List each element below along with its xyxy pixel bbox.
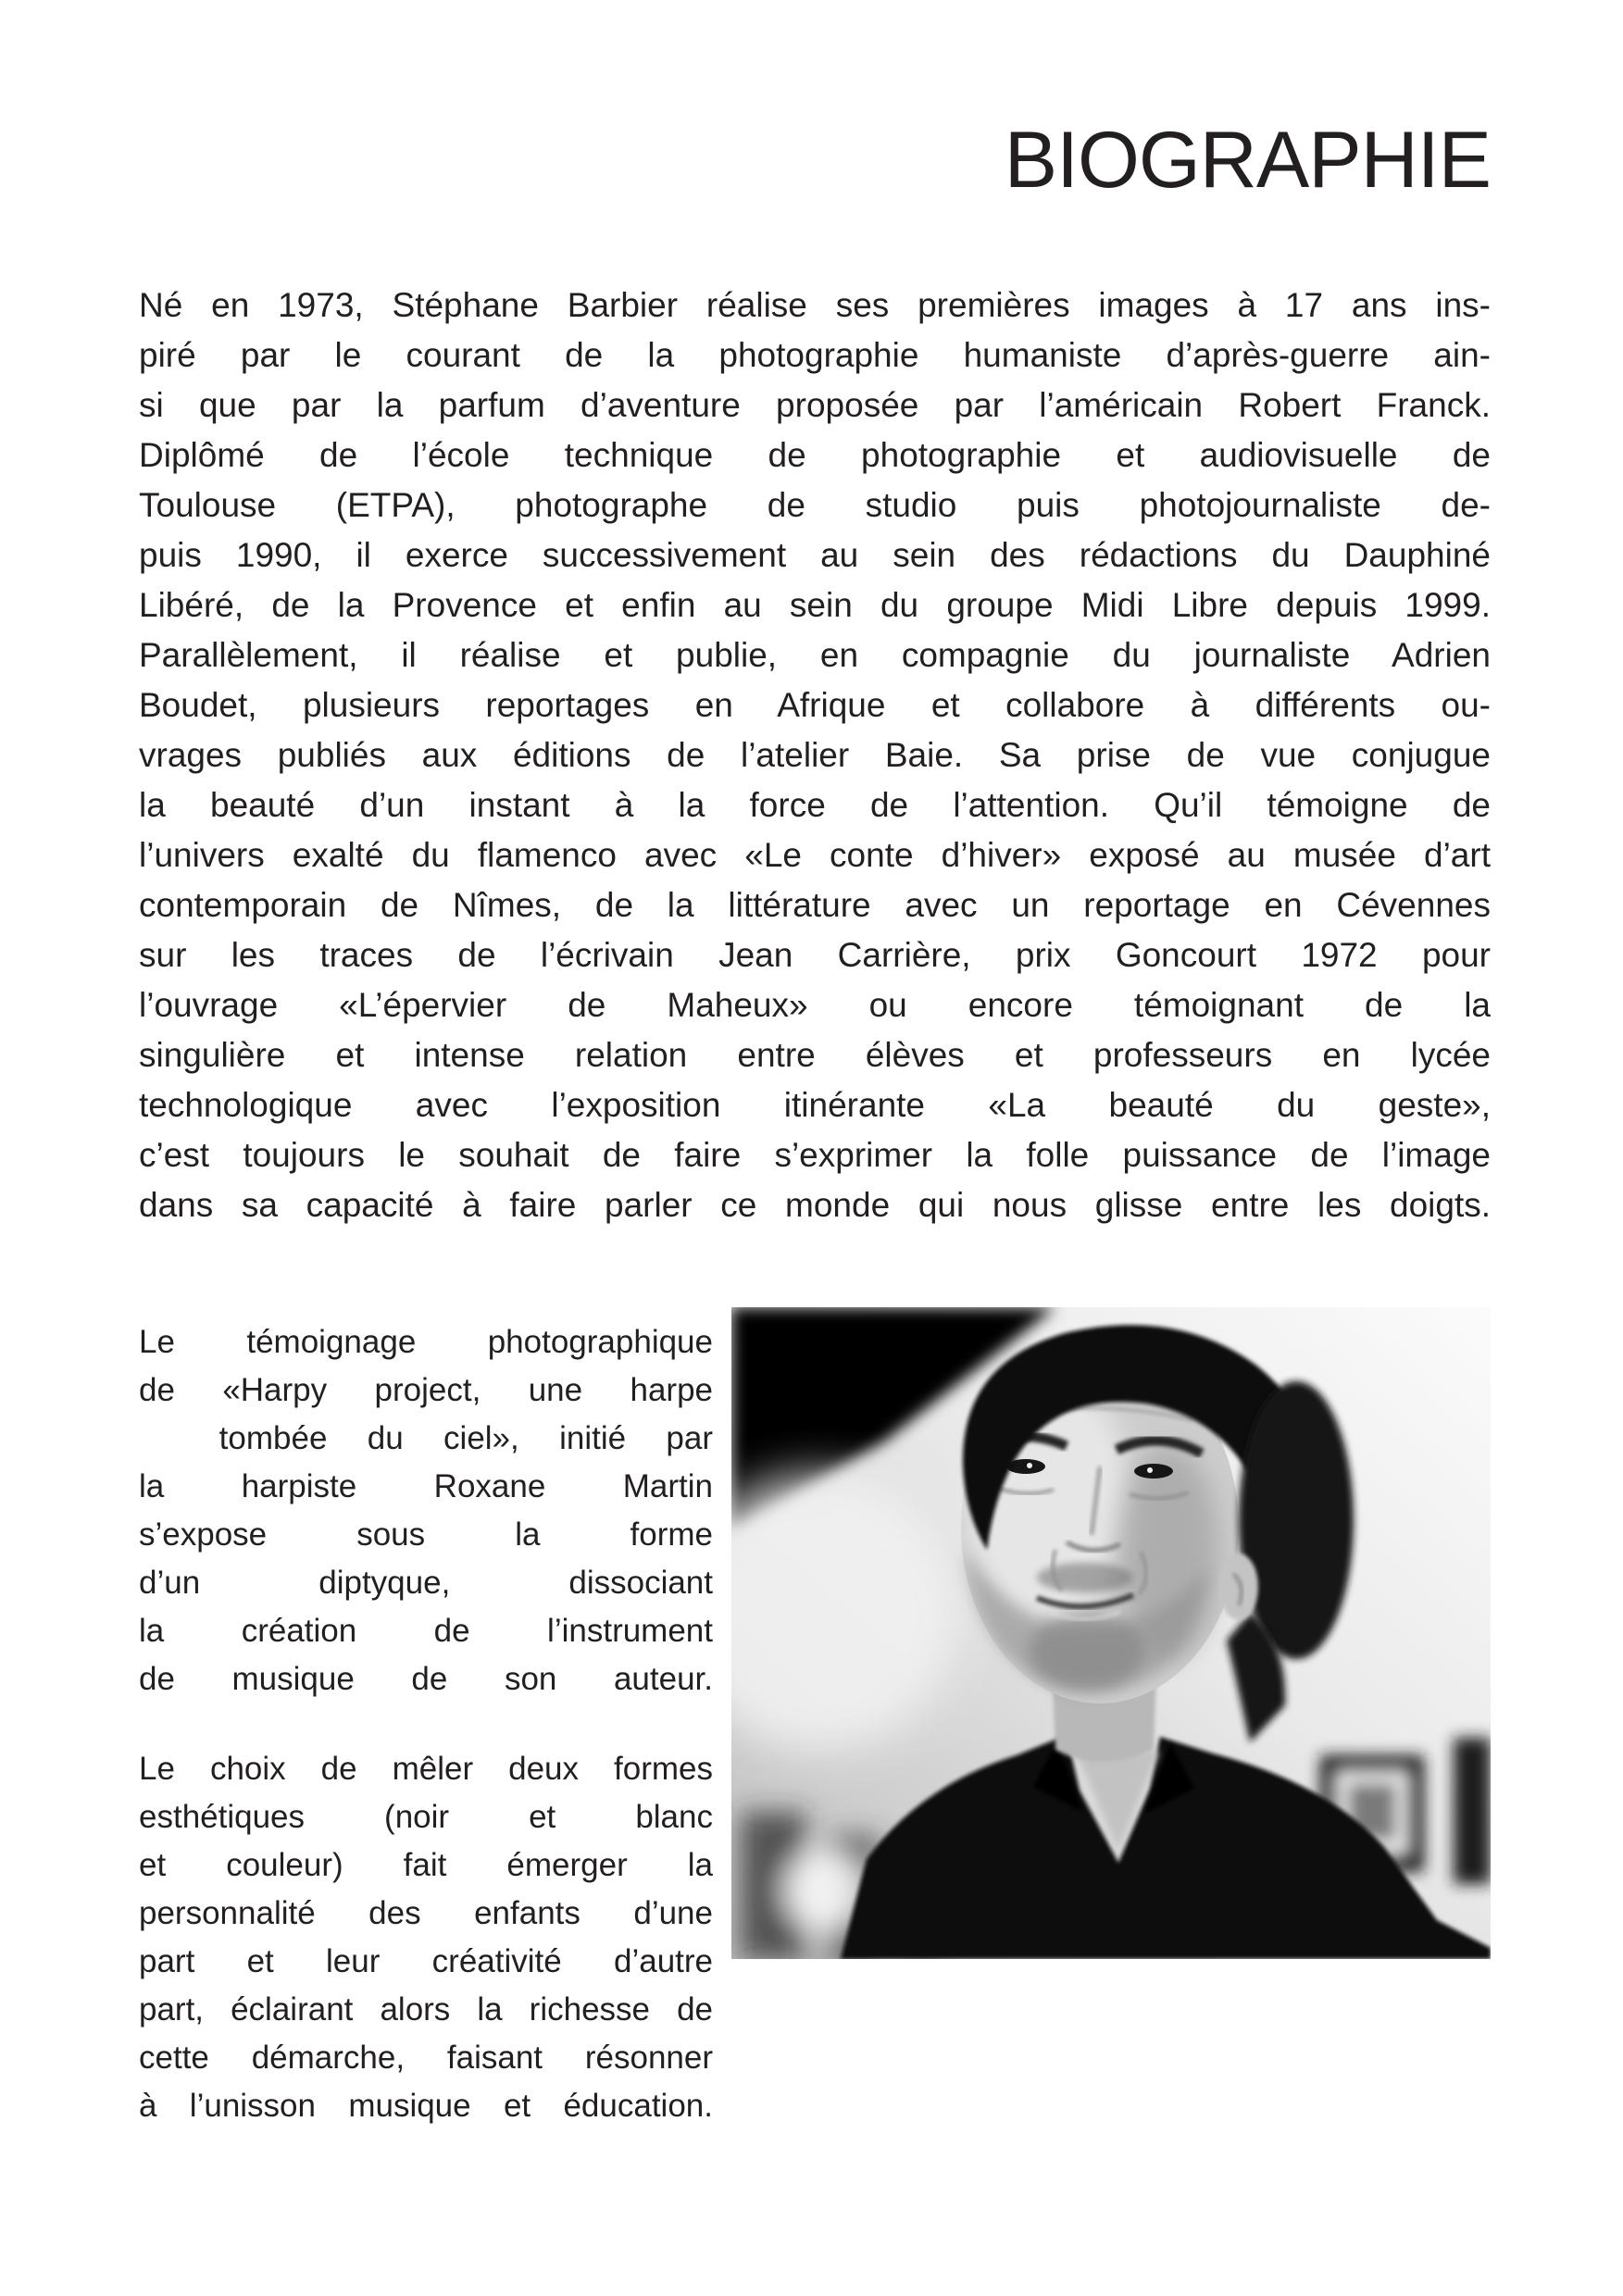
text-line: tombée du ciel», initié par — [139, 1420, 713, 1456]
text-line: dans sa capacité à faire parler ce monde qui nous glisse entre les doigts. — [139, 1186, 1491, 1224]
paragraph-harpy-project — [139, 1318, 713, 1703]
text-line: Toulouse (ETPA), photographe de studio puis photojournaliste de- — [139, 486, 1491, 524]
text-line: technologique avec l’exposition itinérante «La beauté du geste», — [139, 1086, 1491, 1124]
text-line: Libéré, de la Provence et enfin au sein du groupe Midi Libre depuis 1999. — [139, 586, 1491, 624]
text-line: Le choix de mêler deux formes — [139, 1751, 713, 1787]
text-line: de musique de son auteur. — [139, 1661, 713, 1697]
text-line: Boudet, plusieurs reportages en Afrique et collabore à différents ou- — [139, 686, 1491, 724]
text-line: d’un diptyque, dissociant — [139, 1565, 713, 1601]
man-ear — [1219, 1554, 1258, 1620]
text-line: la création de l’instrument — [139, 1613, 713, 1649]
text-line: la beauté d’un instant à la force de l’attention. Qu’il témoigne de — [139, 786, 1491, 824]
text-line: de «Harpy project, une harpe — [139, 1372, 713, 1408]
text-line: Né en 1973, Stéphane Barbier réalise ses premières images à 17 ans ins- — [139, 286, 1491, 324]
text-line: s’expose sous la forme — [139, 1516, 713, 1553]
text-line: part, éclairant alors la richesse de — [139, 1991, 713, 2028]
text-line: puis 1990, il exerce successivement au sein des rédactions du Dauphiné — [139, 536, 1491, 574]
text-line: personnalité des enfants d’une — [139, 1895, 713, 1931]
text-line: l’univers exalté du flamenco avec «Le conte d’hiver» exposé au musée d’art — [139, 836, 1491, 874]
page-title: BIOGRAPHIE — [1004, 116, 1491, 205]
paragraph-two-forms — [139, 1745, 713, 2130]
text-line: piré par le courant de la photographie humaniste d’après-guerre ain- — [139, 336, 1491, 374]
text-line: cette démarche, faisant résonner — [139, 2040, 713, 2076]
portrait-photo — [731, 1307, 1491, 1959]
text-line: Parallèlement, il réalise et publie, en compagnie du journaliste Adrien — [139, 636, 1491, 674]
text-line: Diplômé de l’école technique de photographie et audiovisuelle de — [139, 436, 1491, 474]
text-line: part et leur créativité d’autre — [139, 1943, 713, 1979]
portrait-photo-illustration — [731, 1307, 1491, 1959]
text-line: esthétiques (noir et blanc — [139, 1799, 713, 1835]
text-line: Le témoignage photographique — [139, 1324, 713, 1360]
text-line: l’ouvrage «L’épervier de Maheux» ou encore témoignant de la — [139, 986, 1491, 1024]
text-line: et couleur) fait émerger la — [139, 1847, 713, 1883]
text-line: c’est toujours le souhait de faire s’exprimer la folle puissance de l’image — [139, 1136, 1491, 1174]
text-line: la harpiste Roxane Martin — [139, 1468, 713, 1504]
text-line: singulière et intense relation entre élèves et professeurs en lycée — [139, 1036, 1491, 1074]
text-line: contemporain de Nîmes, de la littérature avec un reportage en Cévennes — [139, 886, 1491, 924]
text-line: sur les traces de l’écrivain Jean Carrière, prix Goncourt 1972 pour — [139, 936, 1491, 974]
text-line: si que par la parfum d’aventure proposée par l’américain Robert Franck. — [139, 386, 1491, 424]
bio-paragraph — [139, 281, 1491, 1230]
text-line: vrages publiés aux éditions de l’atelier Baie. Sa prise de vue conjugue — [139, 736, 1491, 774]
left-column — [139, 1318, 713, 2130]
text-line: à l’unisson musique et éducation. — [139, 2088, 713, 2124]
